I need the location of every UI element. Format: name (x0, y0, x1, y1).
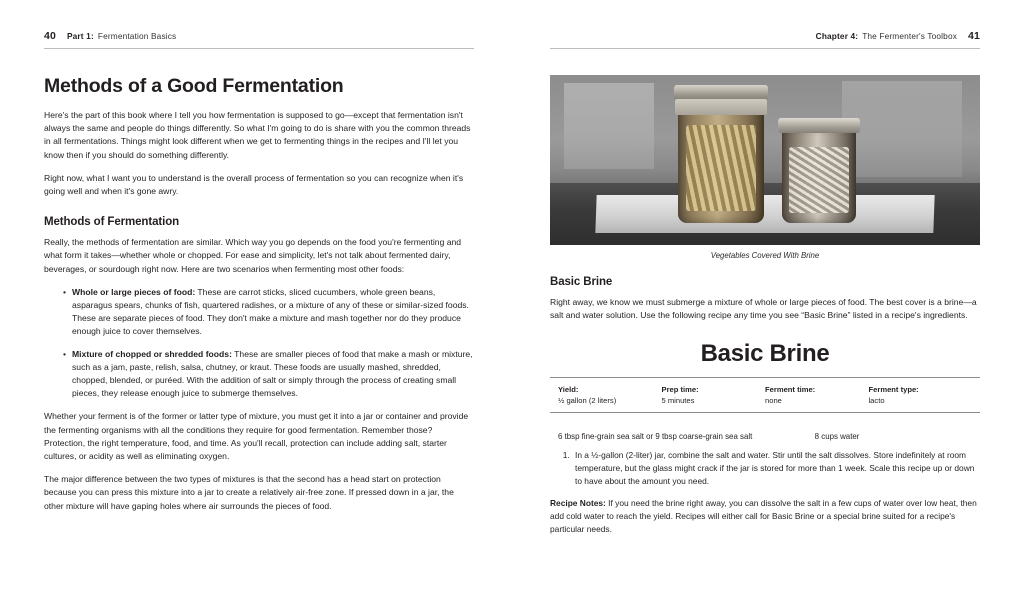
photo-figure (550, 75, 980, 260)
page-gutter (512, 0, 513, 612)
section-heading-basic-brine: Basic Brine (550, 276, 613, 288)
photo-tall-jar (678, 95, 764, 223)
ingredient-item: 8 cups water (814, 432, 860, 442)
recipe-step: 1. In a ½-gallon (2-liter) jar, combine the salt and water. Stir until the salt dissolves. Store indefinitely at room temperature, but the glass might crack if the jar is stored for more than 1 week. Scale this recipe up or down to have about the amount you need. (572, 449, 980, 488)
page-number-right: 41 (968, 30, 980, 42)
chapter-title: The Fermenter's Toolbox (862, 31, 958, 41)
paragraph-methods: Really, the methods of fermentation are similar. Which way you go depends on the food you're fermenting and what form it takes—whether whole or chopped. For ease and simplicity, let's not talk about fermented dairy, beverages, or sourdough right now. Here are two scenarios when fermenting most other foods: (44, 237, 462, 274)
paragraph-brine-intro: Right away, we know we must submerge a mixture of whole or large pieces of food. The best cover is a brine—a salt and water solution. Use the following recipe any time you see “Basic Brine” listed in a recipe's ingredients. (550, 297, 977, 321)
photo-cloth (595, 195, 934, 233)
recipe-title: Basic Brine (700, 340, 830, 368)
recipe-stat-value: ½ gallon (2 liters) (558, 396, 617, 406)
recipe-stat-value: 5 minutes (661, 396, 695, 406)
photo-vegetables-in-jars (550, 75, 980, 245)
recipe-stats-box (550, 377, 980, 413)
photo-short-jar (782, 127, 856, 223)
recipe-ingredients (550, 423, 980, 445)
section-heading-methods: Methods of Fermentation (44, 216, 180, 229)
recipe-notes-lead: Recipe Notes: (550, 497, 606, 508)
recipe-notes (550, 497, 980, 536)
photo-short-jar-lid (778, 118, 860, 133)
photo-window-right (842, 81, 962, 177)
recipe-steps (550, 449, 980, 488)
recipe-stat-ferment-type (869, 384, 973, 406)
running-head-right (550, 30, 980, 49)
recipe-stat-value: lacto (868, 396, 885, 406)
intro-paragraph-2: Right now, what I want you to understand is the overall process of fermentation so you can recognize when it's going well and when it's gone awry. (44, 172, 464, 197)
paragraph-difference: The major difference between the two types of mixtures is that the second has a head start on protection because you can press this mixture into a jar to create a relatively air-free zone. If pressed down in a jar, the other mixture will have gaping holes where air surrounds the pieces of food. (44, 474, 454, 511)
recipe-stat-yield (558, 384, 662, 406)
paragraph-ferment-conditions: Whether your ferment is of the former or latter type of mixture, you must get it into a jar or container and provide the fermenting organisms with all the conditions they require for good fermentation. Remember those? Protection, the right temperature, food, and time. As you'll recall, protection can include adding salt, starter cultures, or acidity as well as eliminating oxygen. (44, 411, 469, 462)
list-item-lead: Whole or large pieces of food: (72, 286, 196, 297)
list-item-text: These are smaller pieces of food that make a mash or mixture, such as a jam, paste, relish, salsa, chutney, or kraut. These foods are usually mashed, shredded, chopped, blended, or puréed. With the addition of salt or simply through the process of creating small pieces, they release enough juice to submerge themselves. (72, 348, 473, 399)
list-item-lead: Mixture of chopped or shredded foods: (72, 348, 232, 359)
intro-paragraph-1: Here's the part of this book where I tell you how fermentation is supposed to go—except that fermentation isn't always the same and people do things differently. So what I'm going to do is share with you the common threads in all fermentations. Things might look different when we get to fermenting things in the recipes and I'll let you know then if you should do something differently. (44, 110, 471, 160)
chapter-label: Chapter 4: (815, 31, 859, 41)
page-title: Methods of a Good Fermentation (44, 75, 344, 97)
photo-caption: Vegetables Covered With Brine (710, 251, 820, 260)
part-label: Part 1: (66, 31, 94, 41)
recipe-stat-key: Ferment time: (765, 385, 816, 395)
recipe-stat-key: Prep time: (661, 385, 699, 395)
photo-tall-jar-contents (686, 125, 756, 211)
list-item (72, 286, 474, 339)
part-title: Fermentation Basics (97, 31, 177, 41)
recipe-stat-prep-time (662, 384, 766, 406)
list-item (72, 348, 474, 401)
photo-short-jar-contents (789, 147, 849, 213)
right-page (512, 0, 1024, 612)
ingredient-item: 6 tbsp fine-grain sea salt or 9 tbsp coarse-grain sea salt (558, 432, 753, 442)
recipe-stat-key: Ferment type: (868, 385, 919, 395)
photo-window-left (564, 83, 654, 169)
photo-tall-jar-band (675, 99, 767, 115)
recipe-stat-value: none (765, 396, 782, 406)
recipe-stats-row (550, 384, 980, 406)
bullet-list (44, 286, 474, 401)
page-number-left: 40 (44, 30, 56, 42)
list-item-text: These are carrot sticks, sliced cucumbers, whole green beans, asparagus spears, chunks of fish, quartered radishes, or a mixture of any of these or similar-sized foods. These are separate pieces of food. They don't make a mixture and mash together nor do they produce enough juice to cover themselves. (72, 286, 469, 337)
running-head-left (44, 30, 474, 49)
recipe-stat-key: Yield: (558, 385, 579, 395)
recipe-notes-text: If you need the brine right away, you can dissolve the salt in a few cups of water over low heat, then add cold water to reach the yield. Recipes will either call for Basic Brine or a special brine suited for a recipe's particular needs. (550, 497, 977, 534)
recipe-stat-ferment-time (765, 384, 869, 406)
